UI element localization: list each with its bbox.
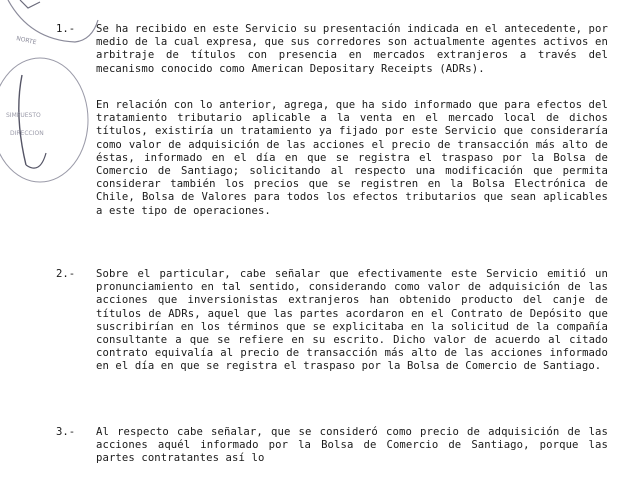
- svg-text:SIMPUESTO: SIMPUESTO: [6, 112, 41, 119]
- paragraph-1: Se ha recibido en este Servicio su presentación indicada en el antecedente, por medio de la cual expresa, que sus corredores son actualmente agentes activos en arbitraje de títulos con presencia en mercados extranjeros a través del mecanismo conocido como American Depositary Receipts (ADRs).: [96, 23, 608, 75]
- paragraph-number: 2.-: [56, 268, 76, 280]
- official-stamp-top: [0, 0, 110, 60]
- paragraph-1-continued: En relación con lo anterior, agrega, que ha sido informado que para efectos del tratamiento tributario aplicable a la venta en el mercado local de dichos títulos, existiría un tratamiento ya fijado por este Servicio que consideraría como valor de adquisición de las acciones el precio de transacción más alto de éstas, informado en el día en que se registra el traspaso por la Bolsa de Comercio de Santiago; solicitando al respecto una modificación que permita considerar también los precios que se registren en la Bolsa Electrónica de Chile, Bolsa de Valores para todos los efectos tributarios que sean aplicables a este tipo de operaciones.: [96, 99, 608, 217]
- svg-text:NORTE: NORTE: [15, 35, 37, 47]
- svg-text:DIRECCION: DIRECCION: [10, 130, 44, 137]
- paragraph-number: 3.-: [56, 426, 76, 438]
- paragraph-3: Al respecto cabe señalar, que se consideró como precio de adquisición de las acciones aquél informado por la Bolsa de Comercio de Santiago, porque las partes contratantes así lo: [96, 426, 608, 465]
- official-stamp-left: [0, 55, 90, 195]
- paragraph-number: 1.-: [56, 23, 76, 35]
- paragraph-2: Sobre el particular, cabe señalar que efectivamente este Servicio emitió un pronunciamiento en tal sentido, considerando como valor de adquisición de las acciones que inversionistas extranjeros han obtenido producto del canje de títulos de ADRs, aquel que las partes acordaron en el Contrato de Depósito que suscribirían en los términos que se explicitaba en la solicitud de la compañía consultante a que se refiere en su escrito. Dicho valor de acuerdo al citado contrato equivalía al precio de transacción más alto de las acciones informado en el día en que se registra el traspaso por la Bolsa de Comercio de Santiago.: [96, 268, 608, 373]
